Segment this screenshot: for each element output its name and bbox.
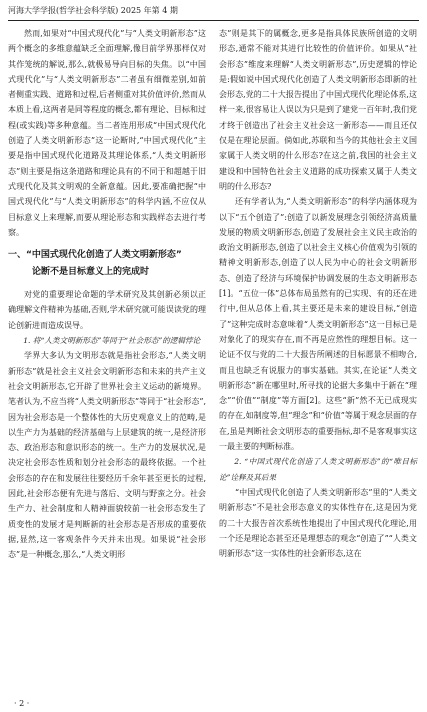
subheading: 2. “中国式现代化创造了人类文明新形态”的“唯目标论”诠释及其后果 — [219, 457, 417, 482]
page-number: · 2 · — [14, 699, 30, 708]
section-heading — [8, 247, 206, 281]
right-column — [219, 26, 417, 561]
paragraph: “中国式现代化创造了人类文明新形态”里的“人类文明新形态”不是社会形态意义的实体性存在,这是因为党的二十大报告首次系统性地提出了中国式现代化理论,用一个还是理论态甚至还是理想态的观念“创造了”“人类文明新形态”这一实体性的社会新形态,这在 — [219, 487, 417, 559]
subheading: 1. 将“人类文明新形态”等同于“社会形态”的逻辑悖论 — [23, 336, 201, 346]
paragraph: 对党的重要理论命题的学术研究及其创新必须以正确理解文件精神为基础,否则,学术研究就可能误读党的理论创新进而造成误导。 — [8, 290, 206, 330]
paragraph: 然而,如果对“中国式现代化”与“人类文明新形态”这两个概念的多维意蕴缺乏全面理解,像目前学界那样仅对其作笼统的解说,那么,就极易导向目标的失焦。以“中国式现代化”与“人类文明新形态”二者虽有细微差别,如前者侧重实践、道路和过程,后者侧重对其价值评价,然而从本质上看,这两者是同等程度的概念,都有理论、目标和过程(或实践)等多种意蕴。当二者连用形成“中国式现代化创造了人类文明新形态”这一论断时,“中国式现代化”主要是指中国式现代化道路及其理论体系,“人类文明新形态”则主要是指这条道路和理论具有的不同于和超越于旧式现代化及其文明观的全新意蕴。因此,要准确把握“中国式现代化”与“人类文明新形态”的科学内涵,不应仅从目标意义上来理解,而要从理论形态和实践样态去进行考察。 — [8, 29, 206, 237]
section-heading-line-2: 论断不是目标意义上的完成时 — [32, 267, 150, 278]
header-rule — [8, 20, 419, 21]
section-heading-line-1: 一、“中国式现代化创造了人类文明新形态” — [8, 250, 182, 261]
running-header: 河海大学学报(哲学社会科学版) 2025 年第 4 期 — [8, 6, 178, 15]
paragraph: 还有学者认为,“人类文明新形态”的科学内涵体现为以下“五个创造了”:创造了以新发展理念引领经济高质量发展的物质文明新形态,创造了发展社会主义民主政治的政治文明新形态,创造了以社会主义核心价值观为引领的精神文明新形态,创造了以人民为中心的社会文明新形态、创造了经济与环境保护协调发展的生态文明新形态[1]。“五位一体”总体布局虽然有的已实现、有的还在进行中,但从总体上看,其主要还是未来的建设目标,“创造了”这种完成时态意味着“人类文明新形态”这一目标已是对象化了的现实存在,而不再是应然性的理想目标。这一论证不仅与党的二十大报告所阐述的目标愿景不相吻合,而且也缺乏有说服力的事实基础。其实,在论证“人类文明新形态”新在哪里时,所寻找的论据大多集中于新在“理念”“价值”“制度”等方面[2]。这些“新”然不无已成现实的存在,如制度等,但“理念”和“价值”等属于观念层面的存在,虽是判断社会文明形态的重要指标,却不是客观事实这一最主要的判断标准。 — [219, 197, 417, 452]
paragraph: 学界大多认为文明形态就是指社会形态,“人类文明新形态”就是社会主义社会文明新形态和未来的共产主义社会文明新形态,它开辟了世界社会主义运动的新境界。笔者认为,不应当将“人类文明新形态”等同于“社会形态”,因为社会形态是一个整体性的大历史观意义上的范畴,是以生产力为基础的经济基础与上层建筑的统一,是经济形态、政治形态和意识形态的统一。生产力的发展状况,是决定社会形态性质和划分社会形态的最终依据。一个社会形态的存在和发展往往要经历千余年甚至更长的过程,因此,社会形态便有先进与落后、文明与野蛮之分。社会生产力、社会制度和人精神面貌较前一社会形态发生了质变性的发展才是判断新的社会形态是否形成的重要依据,显然,这一客观条件今天并未出现。如果说“社会形态”是一种概念,那么,“人类文明形 — [8, 351, 206, 560]
left-column — [8, 26, 206, 563]
paragraph: 态”则是其下的属概念,更多是指具体民族所创造的文明形态,通常不能对其进行比较性的价值评价。如果从“社会形态”维度来理解“人类文明新形态”,历史逻辑的悖论是:假如说中国式现代化创造了人类文明新形态即新的社会形态,党的二十大报告提出了中国式现代化理论体系,这样一来,很容易让人误以为只是到了建党一百年时,我们党才终于创造出了社会主义社会这一新形态——而且还仅仅是在理论层面。倘如此,苏联和当今的其他社会主义国家属于人类文明的什么形态?在这之前,我国的社会主义建设和中国特色社会主义道路的成功探索又属于人类文明的什么形态? — [219, 29, 417, 191]
